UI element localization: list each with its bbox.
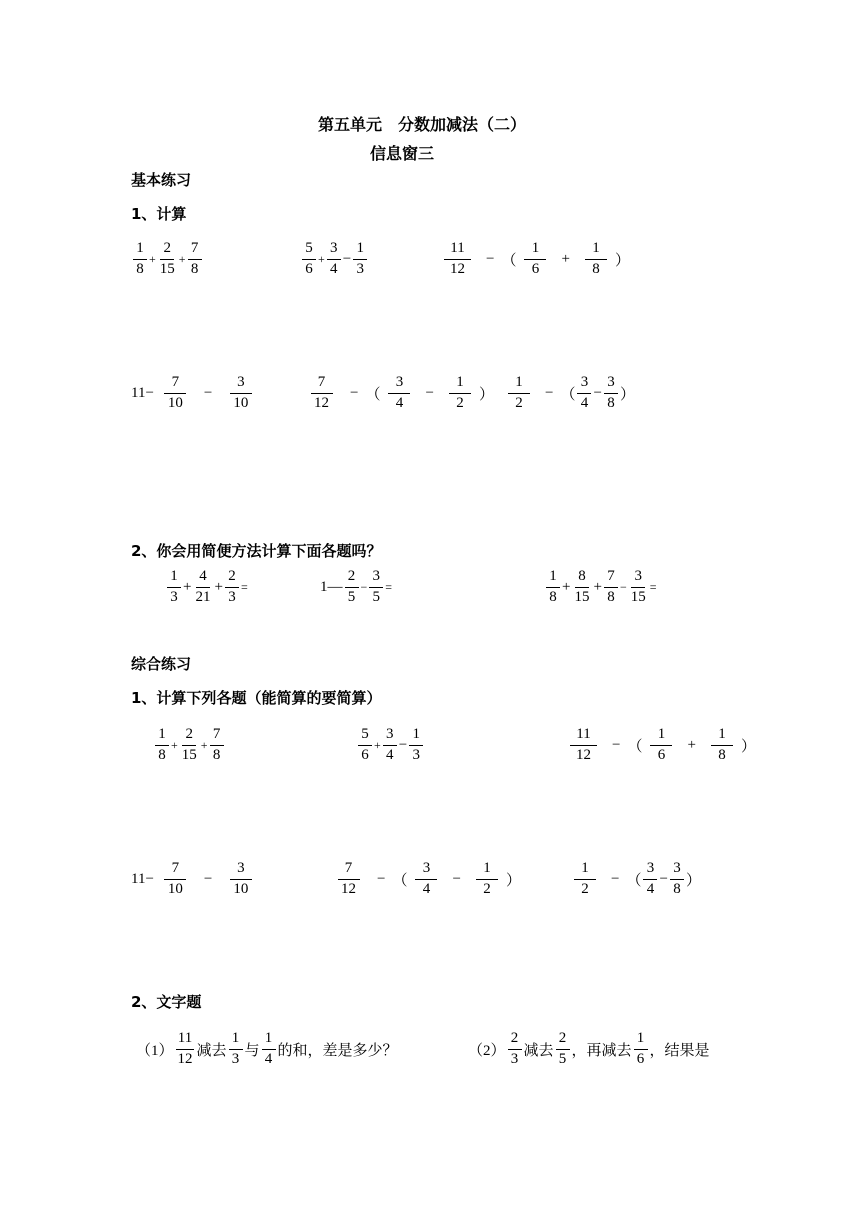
fraction-numerator: 3 <box>369 569 383 588</box>
math-symbol: + <box>374 737 381 752</box>
math-symbol: + <box>561 250 570 267</box>
math-symbol: − <box>611 870 620 887</box>
fraction-denominator: 4 <box>422 880 431 897</box>
fraction-denominator: 8 <box>212 746 221 763</box>
math-expression <box>131 861 262 898</box>
fraction <box>210 727 224 764</box>
fraction <box>572 569 591 606</box>
math-symbol: + <box>200 737 208 752</box>
fraction-numerator: 1 <box>155 727 169 746</box>
math-symbol: （ <box>626 872 642 889</box>
math-symbol: = <box>385 579 393 594</box>
math-expression <box>131 375 262 412</box>
fraction-denominator: 12 <box>314 394 329 411</box>
math-symbol: − <box>659 870 668 887</box>
fraction-denominator: 15 <box>574 588 590 605</box>
fraction <box>670 861 684 898</box>
fraction-denominator: 2 <box>581 880 589 897</box>
fraction <box>369 569 383 606</box>
fraction-numerator: 1 <box>508 375 530 394</box>
fraction-numerator: 1 <box>650 727 672 746</box>
question-label: 1、计算 <box>131 205 187 223</box>
fraction-denominator: 8 <box>190 260 199 277</box>
fraction-numerator: 5 <box>302 241 316 260</box>
fraction <box>302 241 316 278</box>
fraction-numerator: 11 <box>570 727 596 746</box>
math-symbol: − <box>486 250 495 267</box>
fraction <box>556 1031 570 1068</box>
fraction-numerator: 11 <box>176 1031 194 1050</box>
fraction-denominator: 10 <box>233 394 249 411</box>
fraction <box>229 1031 243 1068</box>
fraction-denominator: 15 <box>630 588 646 605</box>
math-symbol: + <box>214 578 223 595</box>
page-subtitle: 信息窗三 <box>370 144 435 163</box>
fraction-denominator: 2 <box>515 394 523 411</box>
fraction <box>383 727 397 764</box>
math-symbol: 减去 <box>196 1042 227 1059</box>
math-symbol: 11− <box>131 870 154 887</box>
math-symbol: − <box>377 870 386 887</box>
fraction-denominator: 3 <box>170 588 178 605</box>
fraction-numerator: 1 <box>262 1031 276 1050</box>
fraction-numerator: 1 <box>524 241 546 260</box>
fraction-numerator: 2 <box>345 569 359 588</box>
math-symbol: （ <box>392 872 408 889</box>
math-expression <box>300 375 494 412</box>
math-symbol: （2） <box>468 1042 506 1059</box>
math-expression <box>544 569 657 606</box>
fraction <box>476 861 498 898</box>
math-symbol: （ <box>365 386 381 403</box>
fraction-denominator: 3 <box>356 260 364 277</box>
fraction-denominator: 2 <box>456 394 464 411</box>
math-symbol: （ <box>560 386 576 403</box>
fraction-denominator: 8 <box>607 394 615 411</box>
fraction-numerator: 3 <box>230 861 252 880</box>
fraction <box>180 727 199 764</box>
math-symbol: − <box>398 736 408 753</box>
fraction-denominator: 6 <box>305 260 313 277</box>
math-expression <box>566 861 701 898</box>
fraction-denominator: 10 <box>233 880 249 897</box>
fraction-numerator: 3 <box>670 861 684 880</box>
fraction-numerator: 3 <box>383 727 397 746</box>
math-symbol: 减去 <box>523 1042 554 1059</box>
fraction-denominator: 4 <box>395 394 404 411</box>
fraction-numerator: 3 <box>604 375 618 394</box>
fraction-numerator: 7 <box>311 375 333 394</box>
fraction <box>193 569 212 606</box>
fraction <box>188 241 202 278</box>
fraction-numerator: 8 <box>575 569 589 588</box>
fraction-denominator: 12 <box>341 880 356 897</box>
fraction-numerator: 2 <box>556 1031 570 1050</box>
fraction-numerator: 3 <box>631 569 645 588</box>
fraction <box>449 375 471 412</box>
fraction <box>262 1031 276 1068</box>
fraction-denominator: 12 <box>576 746 591 763</box>
fraction <box>227 861 254 898</box>
fraction <box>570 727 597 764</box>
math-expression <box>300 241 369 278</box>
math-symbol: ，结果是 <box>649 1042 710 1059</box>
math-symbol: ） <box>614 252 630 269</box>
fraction-numerator: 1 <box>229 1031 243 1050</box>
fraction <box>345 569 359 606</box>
fraction-denominator: 10 <box>167 880 183 897</box>
fraction <box>444 241 471 278</box>
fraction-denominator: 15 <box>159 260 175 277</box>
fraction <box>577 375 591 412</box>
fraction-denominator: 3 <box>510 1050 519 1067</box>
fraction <box>176 1031 195 1068</box>
fraction <box>585 241 607 278</box>
math-expression <box>562 727 756 764</box>
fraction-denominator: 3 <box>228 588 236 605</box>
fraction <box>353 241 367 278</box>
math-symbol: − <box>425 384 434 401</box>
math-symbol: − <box>452 870 461 887</box>
fraction-numerator: 7 <box>338 861 360 880</box>
fraction-denominator: 6 <box>361 746 369 763</box>
fraction-numerator: 7 <box>188 241 202 260</box>
math-symbol: （ <box>627 738 643 755</box>
fraction <box>358 727 372 764</box>
fraction-numerator: 3 <box>230 375 252 394</box>
fraction <box>629 569 648 606</box>
math-symbol: ） <box>685 872 701 889</box>
math-symbol: + <box>171 737 178 752</box>
question-label: 1、计算下列各题（能简算的要简算） <box>131 689 382 707</box>
math-symbol: − <box>360 579 368 594</box>
math-symbol: + <box>687 736 696 753</box>
fraction-denominator: 4 <box>646 880 655 897</box>
fraction-numerator: 1 <box>574 861 596 880</box>
fraction-numerator: 4 <box>196 569 210 588</box>
fraction <box>643 861 657 898</box>
fraction-denominator: 4 <box>264 1050 273 1067</box>
fraction-numerator: 1 <box>409 727 423 746</box>
fraction <box>155 727 169 764</box>
fraction-numerator: 1 <box>476 861 498 880</box>
fraction-numerator: 1 <box>634 1031 648 1050</box>
fraction-numerator: 3 <box>415 861 437 880</box>
math-symbol: − <box>350 384 359 401</box>
fraction <box>308 375 335 412</box>
fraction-denominator: 12 <box>450 260 465 277</box>
math-symbol: − <box>619 579 627 594</box>
math-symbol: 1— <box>320 578 343 595</box>
fraction-numerator: 2 <box>182 727 196 746</box>
section-heading-basic: 基本练习 <box>131 171 192 189</box>
fraction-numerator: 3 <box>643 861 657 880</box>
fraction <box>634 1031 648 1068</box>
fraction-numerator: 11 <box>444 241 470 260</box>
fraction-denominator: 8 <box>673 880 681 897</box>
fraction-numerator: 7 <box>164 375 186 394</box>
math-symbol: ） <box>505 872 521 889</box>
math-symbol: − <box>593 384 602 401</box>
question-label: 2、文字题 <box>131 993 202 1011</box>
fraction-denominator: 5 <box>558 1050 567 1067</box>
fraction-denominator: 12 <box>177 1050 193 1067</box>
fraction <box>327 241 341 278</box>
math-symbol: + <box>593 578 602 595</box>
fraction-denominator: 4 <box>580 394 589 411</box>
math-symbol: + <box>318 251 325 266</box>
math-symbol: （1） <box>136 1042 174 1059</box>
math-symbol: − <box>203 870 213 887</box>
math-symbol: + <box>562 578 571 595</box>
fraction <box>158 241 177 278</box>
math-symbol: 的和，差是多少？ <box>277 1042 398 1059</box>
fraction-denominator: 6 <box>636 1050 645 1067</box>
fraction-numerator: 7 <box>604 569 618 588</box>
fraction-denominator: 21 <box>195 588 211 605</box>
fraction <box>162 375 189 412</box>
fraction <box>604 375 618 412</box>
math-expression <box>131 241 204 278</box>
fraction-denominator: 10 <box>167 394 183 411</box>
fraction-numerator: 3 <box>327 241 341 260</box>
fraction-denominator: 8 <box>718 746 726 763</box>
fraction-numerator: 2 <box>160 241 174 260</box>
fraction-denominator: 5 <box>372 588 381 605</box>
fraction-denominator: 2 <box>483 880 491 897</box>
math-symbol: + <box>178 251 186 266</box>
fraction <box>409 727 423 764</box>
fraction <box>524 241 546 278</box>
math-symbol: ） <box>478 386 494 403</box>
fraction-numerator: 1 <box>585 241 607 260</box>
fraction-denominator: 6 <box>657 746 666 763</box>
word-problem <box>468 1031 710 1068</box>
fraction-numerator: 7 <box>210 727 224 746</box>
fraction-denominator: 5 <box>347 588 356 605</box>
math-expression <box>356 727 425 764</box>
fraction-denominator: 8 <box>136 260 144 277</box>
math-symbol: （ <box>501 252 517 269</box>
word-problem <box>136 1031 398 1068</box>
fraction-denominator: 8 <box>158 746 166 763</box>
fraction-denominator: 4 <box>330 260 338 277</box>
math-symbol: ） <box>740 738 756 755</box>
fraction <box>335 861 362 898</box>
math-symbol: − <box>545 384 554 401</box>
section-heading-comprehensive: 综合练习 <box>131 655 192 673</box>
fraction <box>546 569 560 606</box>
fraction-numerator: 1 <box>167 569 181 588</box>
fraction <box>162 861 189 898</box>
fraction <box>604 569 618 606</box>
fraction-numerator: 1 <box>546 569 560 588</box>
math-symbol: 11− <box>131 384 154 401</box>
fraction <box>508 1031 522 1068</box>
fraction <box>133 241 147 278</box>
fraction <box>711 727 733 764</box>
math-symbol: − <box>342 250 352 267</box>
math-expression <box>436 241 630 278</box>
page-title: 第五单元 分数加减法（二） <box>318 115 527 134</box>
fraction-numerator: 2 <box>225 569 239 588</box>
question-label: 2、你会用简便方法计算下面各题吗？ <box>131 542 382 560</box>
fraction <box>167 569 181 606</box>
fraction-numerator: 1 <box>353 241 367 260</box>
fraction <box>227 375 254 412</box>
fraction <box>508 375 530 412</box>
math-expression <box>320 569 392 606</box>
math-expression <box>327 861 521 898</box>
fraction-numerator: 1 <box>449 375 471 394</box>
fraction-numerator: 3 <box>388 375 410 394</box>
math-symbol: − <box>612 736 621 753</box>
fraction <box>415 861 437 898</box>
fraction-denominator: 3 <box>231 1050 240 1067</box>
fraction <box>388 375 410 412</box>
math-symbol: = <box>649 579 657 594</box>
fraction-denominator: 8 <box>549 588 557 605</box>
math-symbol: − <box>203 384 213 401</box>
fraction-denominator: 8 <box>607 588 615 605</box>
math-symbol: 与 <box>244 1042 260 1059</box>
math-symbol: + <box>183 578 192 595</box>
math-symbol: + <box>149 251 156 266</box>
fraction-numerator: 5 <box>358 727 372 746</box>
math-expression <box>153 727 226 764</box>
fraction-denominator: 4 <box>386 746 394 763</box>
fraction-denominator: 3 <box>412 746 420 763</box>
math-symbol: ，再减去 <box>571 1042 632 1059</box>
fraction <box>225 569 239 606</box>
fraction <box>574 861 596 898</box>
math-expression <box>500 375 635 412</box>
fraction-denominator: 8 <box>592 260 600 277</box>
fraction-numerator: 1 <box>711 727 733 746</box>
fraction-numerator: 7 <box>164 861 186 880</box>
fraction <box>650 727 672 764</box>
math-symbol: = <box>240 579 248 594</box>
fraction-numerator: 1 <box>133 241 147 260</box>
fraction-denominator: 15 <box>181 746 197 763</box>
math-expression <box>165 569 248 606</box>
fraction-numerator: 3 <box>577 375 591 394</box>
math-symbol: ） <box>619 386 635 403</box>
fraction-denominator: 6 <box>531 260 540 277</box>
fraction-numerator: 2 <box>508 1031 522 1050</box>
